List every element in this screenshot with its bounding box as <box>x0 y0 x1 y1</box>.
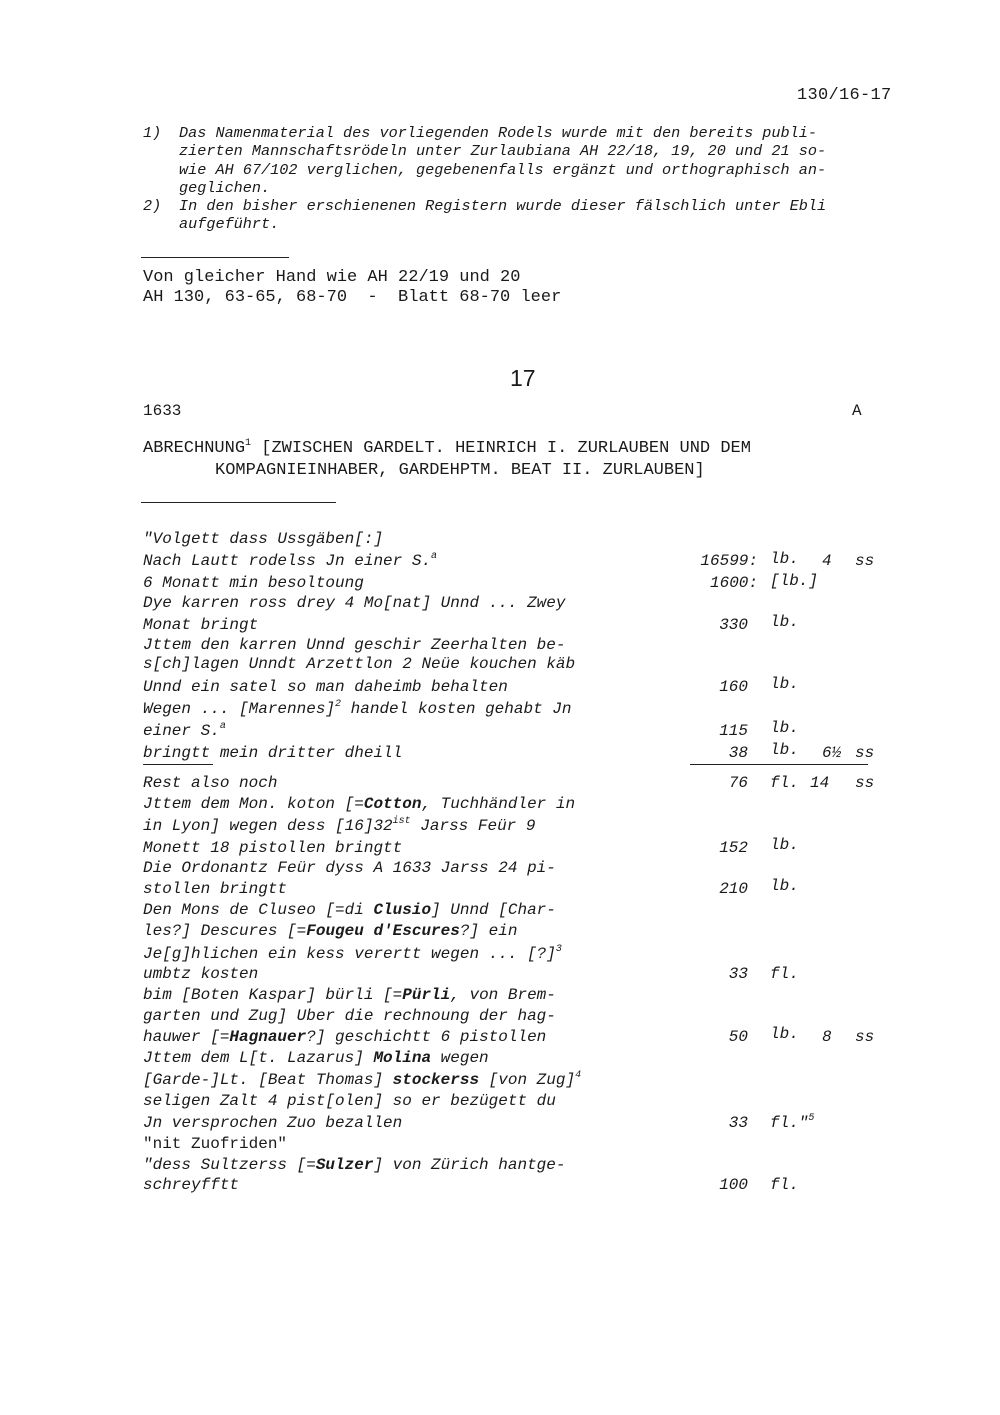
unit: lb. <box>770 675 799 693</box>
amount: 1600: <box>709 574 758 592</box>
entry-line <box>143 901 556 919</box>
entry-line <box>143 700 571 718</box>
entry-line <box>143 722 226 740</box>
document-title-line2: KOMPAGNIEINHABER, GARDEHPTM. BEAT II. ZURLAUBEN] <box>215 461 705 480</box>
entry-text: [Garde-]Lt. [Beat Thomas] <box>143 1071 393 1089</box>
unit: lb. <box>770 719 799 737</box>
entry-line: schreyfftt <box>143 1176 240 1194</box>
amount: 100 <box>719 1176 748 1194</box>
entry-text: Nach Lautt rodelss Jn einer S. <box>143 552 432 570</box>
entry-text: "dess Sultzerss [= <box>143 1156 316 1174</box>
unit-text: fl." <box>770 1114 809 1132</box>
entry-line <box>143 552 437 570</box>
entry-line <box>143 1028 546 1046</box>
unit <box>770 1114 814 1132</box>
sub-unit: ss <box>855 552 875 570</box>
name-bold: stockerss <box>392 1071 480 1089</box>
entry-text: bim [Boten Kaspar] bürli [= <box>143 986 403 1004</box>
entry-text: ?] ein <box>459 922 518 940</box>
entry-text: Jttem dem L[t. Lazarus] <box>143 1049 374 1067</box>
sub-unit: ss <box>855 774 875 792</box>
entry-line: Monat bringt <box>143 616 259 634</box>
entry-text: Je[g]hlichen ein kess verertt wegen ... [?] <box>143 945 556 963</box>
entry-line <box>143 1049 489 1067</box>
entry-text: Jarss Feür 9 <box>410 817 536 835</box>
document-letter: A <box>852 402 862 420</box>
footnote-marker: a <box>219 721 226 732</box>
sub-amount: 6½ <box>822 744 842 762</box>
sub-unit: ss <box>855 1028 875 1046</box>
entry-line <box>143 744 402 762</box>
name-bold: Fougeu d'Escures <box>306 922 460 940</box>
footnote-2 <box>143 197 903 235</box>
entry-line <box>143 945 562 963</box>
separator-rule <box>141 257 289 258</box>
footnote-number: 1) <box>143 124 162 142</box>
entry-text: les?] Descures [= <box>143 922 307 940</box>
footnote-marker: 1 <box>245 438 252 449</box>
entry-line: s[ch]lagen Unndt Arzettlon 2 Neüe kouchen käb <box>143 655 576 673</box>
entry-line: Dye karren ross drey 4 Mo[nat] Unnd ... Zwey <box>143 594 566 612</box>
entry-text: hauwer [= <box>143 1028 230 1046</box>
entry-line: "Volgett dass Ussgäben[:] <box>143 530 384 548</box>
unit: lb. <box>770 1025 799 1043</box>
amount: 16599: <box>700 552 758 570</box>
sub-unit: ss <box>855 744 875 762</box>
unit: fl. <box>770 965 799 983</box>
footnote-marker: 4 <box>575 1070 582 1081</box>
provenance-line: AH 130, 63-65, 68-70 - Blatt 68-70 leer <box>143 288 562 307</box>
entry-text: wegen <box>431 1049 489 1067</box>
entry-line <box>143 986 556 1004</box>
document-title-line1 <box>143 439 751 458</box>
entry-text: Jttem dem Mon. koton [= <box>143 795 364 813</box>
footnote-marker: a <box>431 551 438 562</box>
entry-line: Jttem den karren Unnd geschir Zeerhalten be- <box>143 636 566 654</box>
entry-line: Jn versprochen Zuo bezallen <box>143 1114 403 1132</box>
amount: 330 <box>719 616 748 634</box>
footnote-1 <box>143 124 903 198</box>
entry-line <box>143 817 535 835</box>
unit: lb. <box>770 613 799 631</box>
document-number: 17 <box>510 365 536 391</box>
entry-text: bringtt <box>143 744 211 762</box>
footnote-number: 2) <box>143 197 162 215</box>
amount: 33 <box>728 965 748 983</box>
amount: 160 <box>719 678 748 696</box>
amount: 76 <box>728 774 748 792</box>
entry-line: umbtz kosten <box>143 965 259 983</box>
entry-line: "nit Zuofriden" <box>143 1135 288 1153</box>
unit: fl. <box>770 1176 799 1194</box>
unit: lb. <box>770 741 799 759</box>
entry-text: in Lyon] wegen dess [16]32 <box>143 817 393 835</box>
unit: lb. <box>770 877 799 895</box>
footnote-line: zierten Mannschaftsrödeln unter Zurlaubiana AH 22/18, 19, 20 und 21 so- <box>179 142 827 161</box>
entry-line <box>143 1071 581 1089</box>
title-text: [ZWISCHEN GARDELT. HEINRICH I. ZURLAUBEN UND DEM <box>251 439 751 458</box>
footnote-line: aufgeführt. <box>179 215 280 234</box>
title-word: ABRECHNUNG <box>143 439 246 458</box>
amount: 38 <box>728 744 748 762</box>
sum-rule <box>690 764 868 765</box>
amount: 210 <box>719 880 748 898</box>
unit: lb. <box>770 550 799 568</box>
entry-text: mein dritter dheill <box>210 744 403 762</box>
footnote-line: geglichen. <box>179 178 271 197</box>
footnote-line: In den bisher erschienenen Registern wurde dieser fälschlich unter Ebli <box>179 197 827 215</box>
name-bold: Hagnauer <box>229 1028 307 1046</box>
document-year: 1633 <box>143 402 182 420</box>
amount: 50 <box>728 1028 748 1046</box>
footnote-line: Das Namenmaterial des vorliegenden Rodels wurde mit den bereits publi- <box>179 124 817 142</box>
underline-rule <box>143 764 213 765</box>
sub-amount: 4 <box>822 552 832 570</box>
entry-text: ] Unnd [Char- <box>431 901 556 919</box>
entry-text: Den Mons de Cluseo [=di <box>143 901 374 919</box>
superscript: ist <box>392 816 411 827</box>
name-bold: Molina <box>373 1049 432 1067</box>
entry-line: Monett 18 pistollen bringtt <box>143 839 403 857</box>
name-bold: Clusio <box>373 901 432 919</box>
name-bold: Sulzer <box>315 1156 374 1174</box>
entry-line <box>143 795 575 813</box>
amount: 33 <box>728 1114 748 1132</box>
entry-text: [von Zug] <box>479 1071 576 1089</box>
entry-line: 6 Monatt min besoltoung <box>143 574 364 592</box>
entry-line: Unnd ein satel so man daheimb behalten <box>143 678 508 696</box>
unit: [lb.] <box>770 572 819 590</box>
unit: fl. <box>770 774 799 792</box>
entry-text: ] von Zürich hantge- <box>373 1156 566 1174</box>
footnote-marker: 3 <box>555 944 562 955</box>
name-bold: Pürli <box>402 986 451 1004</box>
unit: lb. <box>770 836 799 854</box>
entry-line: seligen Zalt 4 pist[olen] so er bezügett du <box>143 1092 556 1110</box>
entry-text: Wegen ... [Marennes] <box>143 700 336 718</box>
entry-text: handel kosten gehabt Jn <box>341 700 572 718</box>
page-reference: 130/16-17 <box>797 86 892 105</box>
amount: 152 <box>719 839 748 857</box>
entry-text: , Tuchhändler in <box>421 795 576 813</box>
separator-rule <box>141 502 336 503</box>
sub-amount: 8 <box>822 1028 832 1046</box>
name-bold: Cotton <box>363 795 422 813</box>
entry-text: einer S. <box>143 722 220 740</box>
provenance-line: Von gleicher Hand wie AH 22/19 und 20 <box>143 268 521 287</box>
entry-line: garten und Zug] Uber die rechnoung der hag- <box>143 1007 556 1025</box>
entry-line: Rest also noch <box>143 774 278 792</box>
entry-line: stollen bringtt <box>143 880 288 898</box>
sub-amount: 14 <box>810 774 830 792</box>
entry-line <box>143 922 517 940</box>
entry-line: Die Ordonantz Feür dyss A 1633 Jarss 24 pi- <box>143 859 556 877</box>
footnote-marker: 2 <box>335 699 342 710</box>
footnote-line: wie AH 67/102 verglichen, gegebenenfalls ergänzt und orthographisch an- <box>179 160 827 179</box>
entry-text: , von Brem- <box>450 986 556 1004</box>
entry-text: ?] geschichtt 6 pistollen <box>306 1028 547 1046</box>
entry-line <box>143 1156 565 1174</box>
footnote-marker: 5 <box>808 1113 815 1124</box>
amount: 115 <box>719 722 748 740</box>
